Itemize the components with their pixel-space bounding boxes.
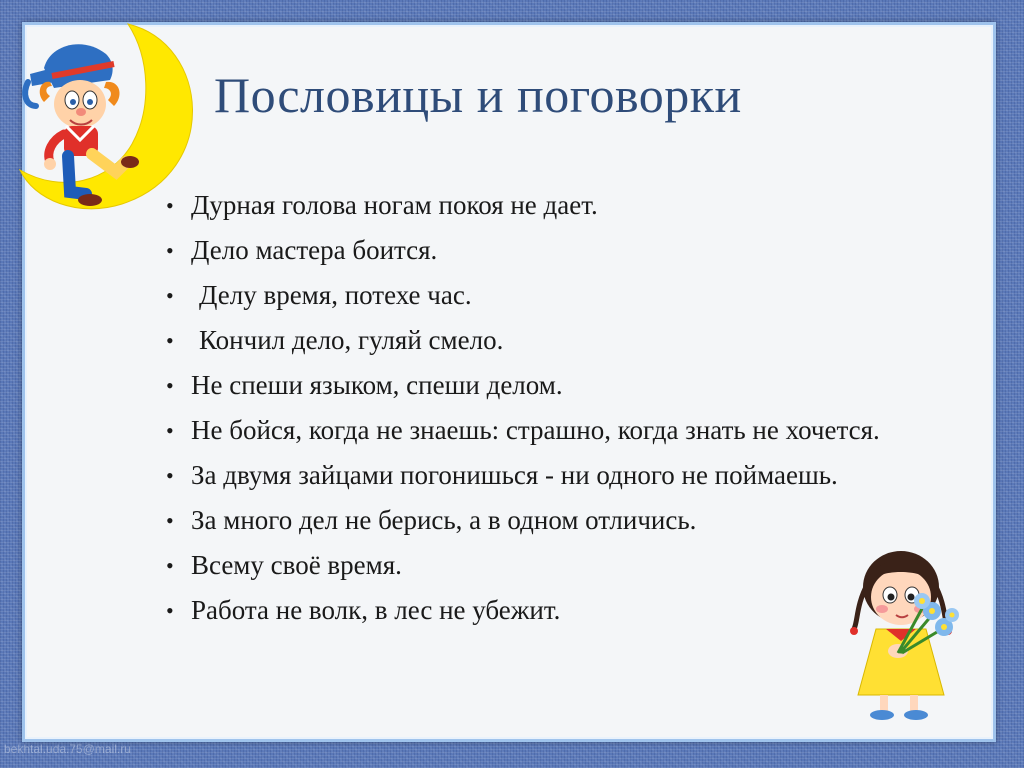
proverb-item <box>160 233 960 268</box>
proverb-item <box>160 188 960 223</box>
proverb-text: Дело мастера боится. <box>191 235 438 265</box>
moon-boy-illustration <box>10 22 200 212</box>
proverb-text: Работа не волк, в лес не убежит. <box>191 595 561 625</box>
bullet-icon: • <box>166 508 174 533</box>
proverb-text: Делу время, потехе час. <box>199 280 472 310</box>
proverb-text: За двумя зайцами погонишься - ни одного не поймаешь. <box>191 460 838 490</box>
proverb-text: Кончил дело, гуляй смело. <box>199 325 504 355</box>
bullet-icon: • <box>166 463 174 488</box>
proverb-item <box>160 593 960 628</box>
bullet-icon: • <box>166 418 174 443</box>
girl-illustration <box>846 545 966 725</box>
proverb-item <box>160 413 960 448</box>
proverb-text: За много дел не берись, а в одном отличись. <box>191 505 697 535</box>
watermark: bekhtal.uda.75@mail.ru <box>4 742 131 756</box>
proverb-list <box>160 188 960 638</box>
bullet-icon: • <box>166 283 174 308</box>
proverb-item <box>160 503 960 538</box>
proverb-text: Не спеши языком, спеши делом. <box>191 370 563 400</box>
bullet-icon: • <box>166 328 174 353</box>
proverb-item <box>160 458 960 493</box>
proverb-text: Всему своё время. <box>191 550 402 580</box>
crescent-moon-icon <box>20 24 193 209</box>
slide-title: Пословицы и поговорки <box>214 67 742 123</box>
proverb-text: Дурная голова ногам покоя не дает. <box>191 190 598 220</box>
proverb-item <box>160 548 960 583</box>
proverb-text: Не бойся, когда не знаешь: страшно, когда знать не хочется. <box>191 415 880 445</box>
bullet-icon: • <box>166 238 174 263</box>
bullet-icon: • <box>166 553 174 578</box>
proverb-item <box>160 368 960 403</box>
proverb-item <box>160 323 960 358</box>
bullet-icon: • <box>166 193 174 218</box>
proverb-item <box>160 278 960 313</box>
bullet-icon: • <box>166 598 174 623</box>
bullet-icon: • <box>166 373 174 398</box>
girl-icon <box>850 551 952 720</box>
